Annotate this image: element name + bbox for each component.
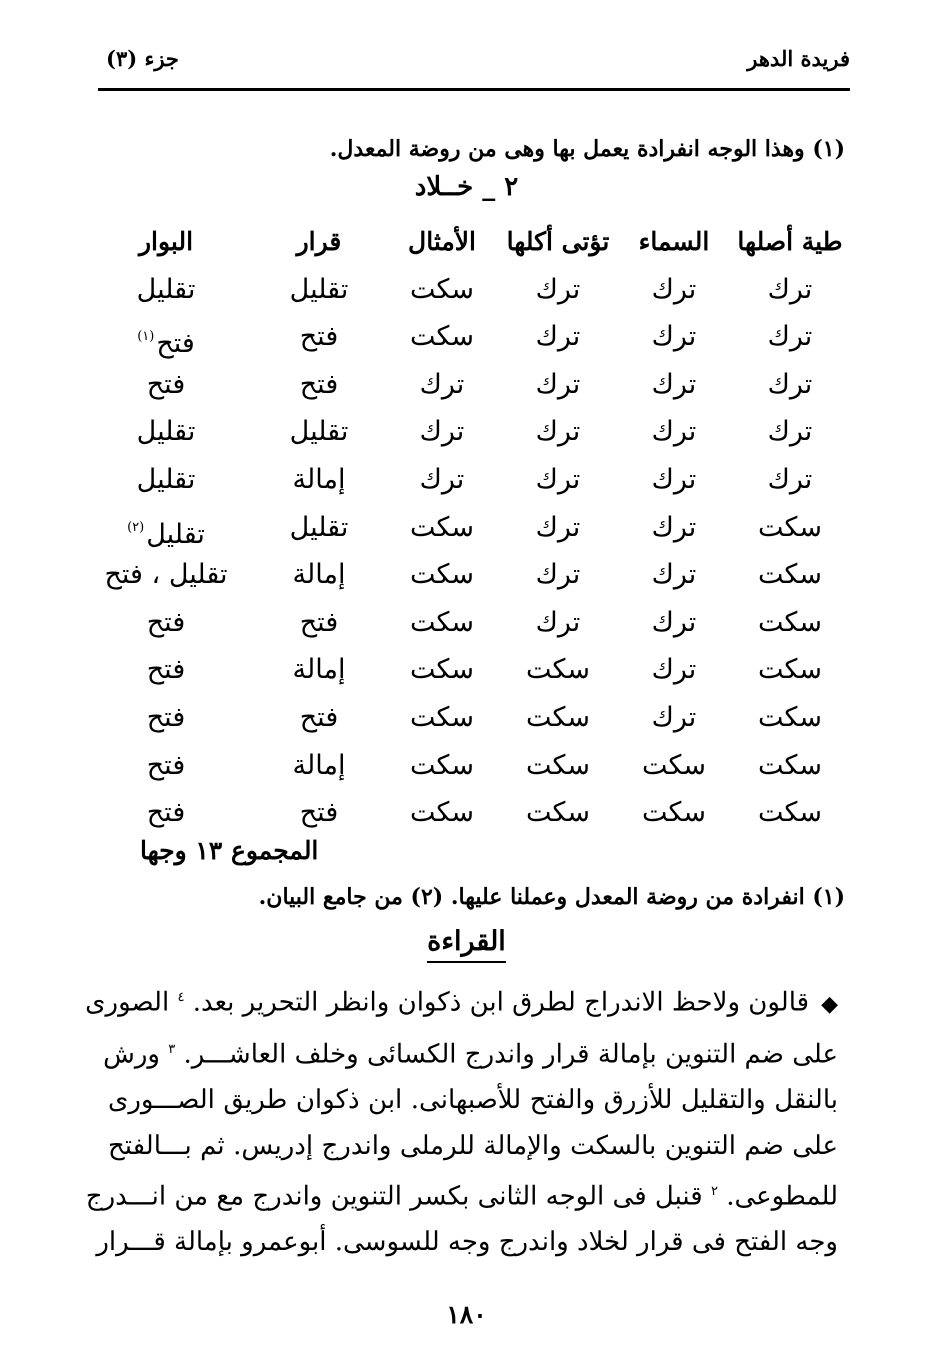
table-cell: إمالة	[292, 559, 346, 591]
table-cell: إمالة	[292, 463, 346, 495]
table-cell: ترك	[651, 606, 697, 638]
table-cell: فتح	[146, 797, 186, 829]
table-row	[80, 266, 860, 314]
line-tail: ورش	[103, 1039, 160, 1070]
table-cell: فتح	[146, 654, 186, 686]
table-cell: إمالة	[292, 749, 346, 781]
column-header: تؤتى أكلها	[506, 227, 610, 256]
header-rule	[98, 88, 850, 91]
table-cell: ترك	[767, 463, 813, 495]
table-row	[80, 694, 860, 742]
table-cell: ترك	[419, 463, 465, 495]
sup-mark: ٢	[710, 1184, 718, 1200]
line-rest: قنبل فى الوجه الثانى بكسر التنوين واندرج مع من انـــدرج	[85, 1181, 703, 1212]
table-cell	[83, 504, 249, 558]
table-cell: سكت	[409, 511, 475, 543]
table-row	[80, 313, 860, 361]
table-row	[80, 551, 860, 599]
table-cell: تقليل	[136, 463, 196, 495]
reading-heading	[0, 926, 933, 963]
table-cell: ترك	[651, 321, 697, 353]
table-row	[80, 456, 860, 504]
table-cell: سكت	[525, 749, 591, 781]
table-cell: ترك	[767, 273, 813, 305]
table-cell: فتح	[146, 368, 186, 400]
table-cell: سكت	[409, 701, 475, 733]
table-cell: ترك	[535, 511, 581, 543]
table-cell: ترك	[535, 463, 581, 495]
column-header: السماء	[638, 227, 710, 256]
line-tail: الصورى	[85, 987, 170, 1018]
table-cell: تقليل	[289, 416, 349, 448]
table-cell: فتح	[146, 749, 186, 781]
table-cell: سكت	[409, 797, 475, 829]
table-cell: ترك	[651, 463, 697, 495]
footnote-mark: (٢)	[127, 519, 145, 535]
table-cell: تقليل	[289, 273, 349, 305]
paragraph-line: بالنقل والتقليل للأزرق والفتح للأصبهانى. ابن ذكوان طريق الصـــورى	[108, 1085, 838, 1116]
table-cell: تقليل	[136, 273, 196, 305]
line-text: على ضم التنوين بإمالة قرار واندرج الكسائى وخلف العاشـــر.	[183, 1039, 838, 1070]
table-cell: سكت	[641, 797, 707, 829]
table-row	[80, 408, 860, 456]
table-cell: سكت	[757, 606, 823, 638]
table-cell: فتح	[146, 606, 186, 638]
table-cell: سكت	[757, 749, 823, 781]
table-cell: فتح	[299, 368, 339, 400]
table-cell: ترك	[767, 321, 813, 353]
table-cell: ترك	[651, 416, 697, 448]
table-row	[80, 646, 860, 694]
part-number: جزء (٣)	[106, 46, 179, 71]
paragraph-line	[85, 1169, 838, 1220]
table-row	[80, 504, 860, 552]
table-cell: فتح	[299, 701, 339, 733]
column-header: قرار	[296, 227, 342, 256]
table-row	[80, 789, 860, 837]
reading-heading-text: القراءة	[427, 926, 506, 963]
book-title: فريدة الدهر	[747, 46, 850, 71]
table-cell: ترك	[419, 368, 465, 400]
section-title: ٢ _ خــلاد	[414, 172, 519, 202]
table-cell: سكت	[757, 797, 823, 829]
table-cell: ترك	[535, 321, 581, 353]
table-cell: تقليل	[136, 416, 196, 448]
table-cell: سكت	[409, 321, 475, 353]
column-header: البوار	[138, 227, 194, 256]
table-cell: سكت	[525, 797, 591, 829]
table-cell: ترك	[535, 606, 581, 638]
table-cell: سكت	[525, 701, 591, 733]
table-cell: فتح	[146, 701, 186, 733]
line-text: للمطوعى.	[726, 1181, 838, 1212]
table-cell: سكت	[409, 654, 475, 686]
table-cell: ترك	[767, 368, 813, 400]
table-cell: فتح	[299, 321, 339, 353]
table-cell: سكت	[641, 749, 707, 781]
table-cell: ترك	[535, 559, 581, 591]
readings-table	[80, 218, 860, 837]
paragraph-line	[103, 1027, 838, 1078]
footnote-bottom: (١) انفرادة من روضة المعدل وعملنا عليها. (٢) من جامع البيان.	[258, 884, 845, 910]
footnote-top: (١) وهذا الوجه انفرادة يعمل بها وهى من روضة المعدل.	[329, 136, 845, 162]
table-cell: إمالة	[292, 654, 346, 686]
cell-text: تقليل	[146, 518, 205, 550]
sup-mark: ٣	[168, 1042, 176, 1058]
table-cell: ترك	[651, 701, 697, 733]
table-cell: ترك	[535, 273, 581, 305]
column-header: الأمثال	[408, 227, 476, 256]
line-text: قالون ولاحظ الاندراج لطرق ابن ذكوان وانظر التحرير بعد.	[192, 987, 810, 1018]
table-cell: ترك	[651, 273, 697, 305]
running-header	[98, 44, 850, 84]
paragraph-line: على ضم التنوين بالسكت والإمالة للرملى واندرج إدريس. ثم بـــالفتح	[108, 1130, 838, 1161]
table-cell: سكت	[757, 701, 823, 733]
table-cell: سكت	[409, 559, 475, 591]
table-cell: تقليل	[289, 511, 349, 543]
table-cell: ترك	[535, 416, 581, 448]
paragraph-line	[85, 975, 838, 1027]
table-row	[80, 361, 860, 409]
table-cell: سكت	[757, 654, 823, 686]
table-cell: ترك	[767, 416, 813, 448]
page-number: ١٨٠	[446, 1300, 487, 1329]
sup-mark: ٤	[177, 990, 185, 1005]
table-cell: ترك	[651, 368, 697, 400]
table-cell: ترك	[651, 654, 697, 686]
reading-paragraph	[85, 975, 838, 1266]
table-cell: ترك	[419, 416, 465, 448]
diamond-bullet-icon: ◆	[821, 991, 838, 1017]
total-count: المجموع ١٣ وجها	[140, 836, 319, 865]
table-cell: فتح	[299, 606, 339, 638]
column-header: طية أصلها	[737, 227, 843, 256]
table-cell: فتح	[299, 797, 339, 829]
table-cell: ترك	[535, 368, 581, 400]
table-cell: سكت	[525, 654, 591, 686]
paragraph-line: وجه الفتح فى قرار لخلاد واندرج وجه للسوسى. أبوعمرو بإمالة قـــرار	[96, 1227, 838, 1258]
cell-text: فتح	[156, 328, 195, 360]
table-cell: ترك	[651, 511, 697, 543]
table-cell: ترك	[651, 559, 697, 591]
table-header-row	[80, 218, 860, 266]
table-cell: سكت	[757, 511, 823, 543]
table-row	[80, 742, 860, 790]
table-cell: سكت	[409, 749, 475, 781]
table-cell: سكت	[757, 559, 823, 591]
table-row	[80, 599, 860, 647]
table-cell: تقليل ، فتح	[104, 559, 228, 591]
table-cell: سكت	[409, 606, 475, 638]
footnote-mark: (١)	[137, 329, 155, 345]
table-cell: سكت	[409, 273, 475, 305]
table-cell	[83, 313, 249, 367]
